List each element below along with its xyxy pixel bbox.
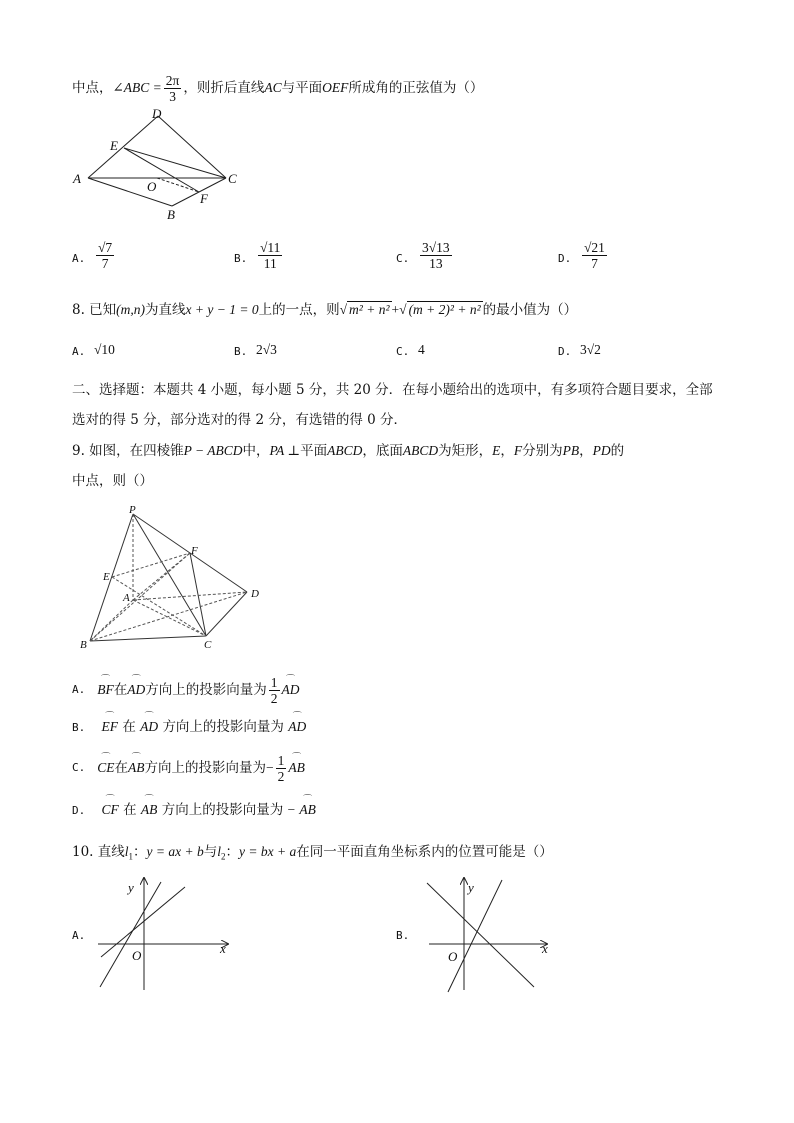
q7-oef: OEF bbox=[322, 80, 349, 95]
q7-option-c-fraction bbox=[420, 240, 452, 271]
q9-label-F: F bbox=[191, 545, 198, 557]
q9-label-P: P bbox=[129, 504, 136, 516]
q9-text-e: 为矩形， bbox=[438, 443, 493, 459]
q9-label-E: E bbox=[103, 571, 110, 583]
q7-label-D: D bbox=[152, 106, 162, 121]
q7-option-d-num: √21 bbox=[584, 240, 605, 255]
q7-stem-line bbox=[72, 68, 483, 108]
q10-eq1: y = ax + b bbox=[146, 844, 204, 859]
q9-option-b-vector3: ⌒ AD bbox=[288, 717, 306, 737]
q10-eq2: y = bx + a bbox=[239, 844, 297, 859]
q7-figure bbox=[68, 106, 248, 224]
q9-option-a-text1: 在 bbox=[113, 682, 128, 698]
q9-perp: PA ⊥ bbox=[269, 443, 301, 458]
q9-f: F bbox=[513, 443, 523, 458]
section2-line1: 二、选择题：本题共 4 小题，每小题 5 分，共 20 分．在每小题给出的选项中，有多项符合题目要求，全部 bbox=[72, 382, 713, 398]
q10-l2: l bbox=[217, 844, 222, 859]
q9-text-g: 的 bbox=[610, 443, 625, 459]
q10-and: 与 bbox=[203, 844, 218, 860]
q7-option-c-num: 3√13 bbox=[422, 240, 450, 255]
q7-option-b-fraction bbox=[258, 240, 282, 271]
q8-radicand2: (m + 2)² + n² bbox=[408, 302, 481, 317]
q9-comma2: ， bbox=[579, 443, 593, 459]
q7-option-c-label: C. bbox=[396, 252, 410, 265]
q9-edge-BD bbox=[90, 592, 247, 641]
q9-stem-line1 bbox=[72, 441, 624, 461]
q9-option-a-coef-den: 2 bbox=[270, 690, 278, 706]
section2-line2: 选对的得 5 分，部分选对的得 2 分，有选错的得 0 分． bbox=[72, 412, 408, 428]
q10-suffix: 在同一平面直角坐标系内的位置可能是（） bbox=[296, 844, 553, 860]
q7-edge-EF bbox=[124, 148, 199, 192]
q9-option-c-text1: 在 bbox=[114, 760, 129, 776]
q9-edge-EC bbox=[112, 577, 206, 636]
q8-prefix: 8. 已知 bbox=[72, 302, 117, 318]
q9-text-f: 分别为 bbox=[522, 443, 563, 459]
q9-label-D: D bbox=[251, 588, 259, 600]
q9-figure bbox=[78, 500, 268, 650]
q10-option-a-label: A. bbox=[72, 929, 86, 942]
q9-option-c-label: C. bbox=[72, 761, 86, 774]
q8-option-a-label: A. bbox=[72, 345, 86, 358]
q10-a-line2 bbox=[100, 882, 161, 987]
q7-option-d-den: 7 bbox=[591, 256, 598, 271]
q9-abcd2: ABCD bbox=[402, 443, 439, 458]
q8-option-d-label: D. bbox=[558, 345, 572, 358]
q10-option-b-label: B. bbox=[396, 929, 410, 942]
q9-e: E bbox=[492, 443, 501, 458]
q9-edge-EF bbox=[112, 553, 190, 577]
q7-option-b-den: 11 bbox=[263, 256, 277, 271]
q9-option-d-vector3: ⌒ AB bbox=[299, 800, 316, 820]
q10-b-y-label: y bbox=[468, 880, 474, 895]
q9-edge-PB bbox=[90, 514, 133, 641]
q7-option-a-den: 7 bbox=[101, 256, 109, 271]
q9-option-a-label: A. bbox=[72, 683, 86, 696]
q9-option-c-coef bbox=[276, 753, 287, 784]
q8-sqrt1: √ m² + n² bbox=[339, 302, 390, 317]
q9-option-d-label: D. bbox=[72, 804, 86, 817]
q7-label-A: A bbox=[73, 171, 81, 186]
q8-sqrt2: √ (m + 2)² + n² bbox=[399, 302, 481, 317]
q9-label-C: C bbox=[204, 639, 212, 650]
q10-l1-sub: 1 bbox=[128, 851, 134, 862]
q10-b-x-label: x bbox=[542, 941, 548, 956]
q9-option-d-text2: 方向上的投影向量为 bbox=[161, 802, 284, 818]
q9-option-c-coef-den: 2 bbox=[277, 768, 285, 784]
q10-option-a[interactable] bbox=[72, 875, 242, 995]
q7-suffix: 所成角的正弦值为（） bbox=[348, 80, 484, 96]
q10-prefix: 10. 直线 bbox=[72, 844, 125, 860]
q7-label-F: F bbox=[200, 191, 208, 206]
q10-b-line1 bbox=[427, 883, 534, 987]
q7-option-a-num: √7 bbox=[98, 240, 113, 255]
q9-text-b: 中， bbox=[242, 443, 270, 459]
q9-text-a: 9. 如图，在四棱锥 bbox=[72, 443, 184, 459]
q9-option-a-vector1: ⌒ BF bbox=[97, 680, 114, 700]
q9-option-d[interactable] bbox=[72, 800, 316, 821]
q9-option-c-sign: − bbox=[266, 760, 274, 775]
q9-pb: PB bbox=[562, 443, 580, 458]
q9-option-c-coef-num: 1 bbox=[277, 752, 285, 768]
q9-option-a-vector3: ⌒ AD bbox=[282, 680, 300, 700]
q9-text-d: ，底面 bbox=[362, 443, 403, 459]
q8-option-c-value: 4 bbox=[418, 342, 425, 357]
q8-plus: + bbox=[391, 302, 400, 317]
q8-option-d-value: 3√2 bbox=[580, 342, 601, 357]
q7-frac-num: 2π bbox=[165, 72, 180, 88]
q10-option-a-graph bbox=[96, 875, 246, 995]
q7-option-a-fraction bbox=[96, 240, 114, 271]
q7-option-d-fraction bbox=[582, 240, 607, 271]
q9-option-d-text1: 在 bbox=[123, 802, 137, 818]
q8-mid2: 上的一点，则 bbox=[258, 302, 340, 318]
q8-option-a-value: √10 bbox=[94, 342, 115, 357]
q7-edge-AD bbox=[88, 116, 158, 178]
q8-mid: 为直线 bbox=[145, 302, 186, 318]
q9-option-d-sign: − bbox=[287, 802, 296, 817]
q9-option-a-coef-num: 1 bbox=[270, 674, 278, 690]
q9-option-c-vector2: ⌒ AB bbox=[128, 758, 145, 778]
q7-label-O: O bbox=[147, 179, 157, 194]
q9-stem-line2: 中点，则（） bbox=[72, 473, 153, 489]
q8-stem bbox=[72, 300, 577, 320]
q8-line-eq: x + y − 1 = 0 bbox=[185, 302, 259, 317]
q9-option-d-vector2: ⌒ AB bbox=[141, 800, 158, 820]
q9-option-d-vector1: ⌒ CF bbox=[102, 800, 119, 820]
q9-option-b-label: B. bbox=[72, 721, 86, 734]
q7-angle: ∠ABC = bbox=[112, 80, 162, 95]
q9-option-c-vector1: ⌒ CE bbox=[97, 758, 114, 778]
q10-a-y-label: y bbox=[128, 880, 134, 895]
q9-pyramid: P − ABCD bbox=[183, 443, 243, 458]
q8-suffix: 的最小值为（） bbox=[482, 302, 578, 318]
q10-a-x-label: x bbox=[220, 941, 226, 956]
q9-pd: PD bbox=[592, 443, 611, 458]
q9-comma1: ， bbox=[500, 443, 514, 459]
q10-option-b-graph bbox=[424, 875, 574, 995]
q9-edge-AD bbox=[133, 592, 247, 600]
q8-option-c-label: C. bbox=[396, 345, 410, 358]
q10-colon2: ： bbox=[225, 844, 240, 860]
q7-edge-EC bbox=[124, 148, 226, 178]
q8-point: (m,n) bbox=[116, 302, 146, 317]
q7-label-B: B bbox=[167, 207, 175, 222]
q8-option-b-label: B. bbox=[234, 345, 248, 358]
q9-option-b-text2: 方向上的投影向量为 bbox=[162, 719, 284, 735]
q7-option-b-num: √11 bbox=[260, 240, 281, 255]
q10-b-line2 bbox=[448, 880, 502, 992]
q10-stem bbox=[72, 842, 553, 867]
q9-option-a[interactable] bbox=[72, 672, 300, 708]
q7-mid: ，则折后直线 bbox=[183, 80, 265, 96]
q7-frac-den: 3 bbox=[169, 88, 176, 104]
q9-option-a-coef bbox=[269, 675, 280, 706]
q9-abcd1: ABCD bbox=[327, 443, 363, 458]
q7-angle-fraction bbox=[164, 73, 182, 104]
q10-l1: l bbox=[124, 844, 129, 859]
q9-option-b-vector2: ⌒ AD bbox=[140, 717, 158, 737]
q10-b-origin-label: O bbox=[448, 949, 458, 964]
q9-edge-BC bbox=[90, 636, 206, 641]
q7-edge-AB bbox=[88, 178, 172, 206]
q9-option-b-vector1: ⌒ EF bbox=[102, 717, 119, 737]
q8-radicand1: m² + n² bbox=[349, 302, 390, 317]
q8-option-b-value: 2√3 bbox=[256, 342, 277, 357]
q7-edge-DC bbox=[158, 116, 226, 178]
q7-option-b-label: B. bbox=[234, 252, 248, 265]
q9-option-c[interactable] bbox=[72, 750, 305, 786]
q7-ac: AC bbox=[264, 80, 282, 95]
q7-option-d-label: D. bbox=[558, 252, 572, 265]
q7-label-C: C bbox=[228, 171, 237, 186]
q9-option-b[interactable] bbox=[72, 717, 306, 738]
q10-colon1: ： bbox=[133, 844, 147, 860]
q7-label-E: E bbox=[110, 138, 118, 153]
q7-option-c-den: 13 bbox=[429, 256, 443, 271]
q7-option-a-label: A. bbox=[72, 252, 86, 265]
q9-option-c-text2: 方向上的投影向量为 bbox=[144, 760, 267, 776]
q9-edge-AF bbox=[133, 553, 190, 600]
q10-a-line1 bbox=[101, 887, 185, 957]
q9-option-c-vector3: ⌒ AB bbox=[288, 758, 305, 778]
q10-l2-sub: 2 bbox=[221, 851, 226, 862]
q9-label-B: B bbox=[80, 639, 87, 650]
q9-option-a-vector2: ⌒ AD bbox=[127, 680, 145, 700]
q10-a-origin-label: O bbox=[132, 948, 142, 963]
q9-option-b-text1: 在 bbox=[122, 719, 136, 735]
q9-option-a-text2: 方向上的投影向量为 bbox=[145, 682, 267, 698]
q7-prefix: 中点， bbox=[72, 80, 113, 96]
q10-option-b[interactable] bbox=[396, 875, 566, 995]
q9-label-A: A bbox=[123, 592, 130, 604]
q9-text-c: 平面 bbox=[300, 443, 328, 459]
q7-mid2: 与平面 bbox=[281, 80, 323, 96]
